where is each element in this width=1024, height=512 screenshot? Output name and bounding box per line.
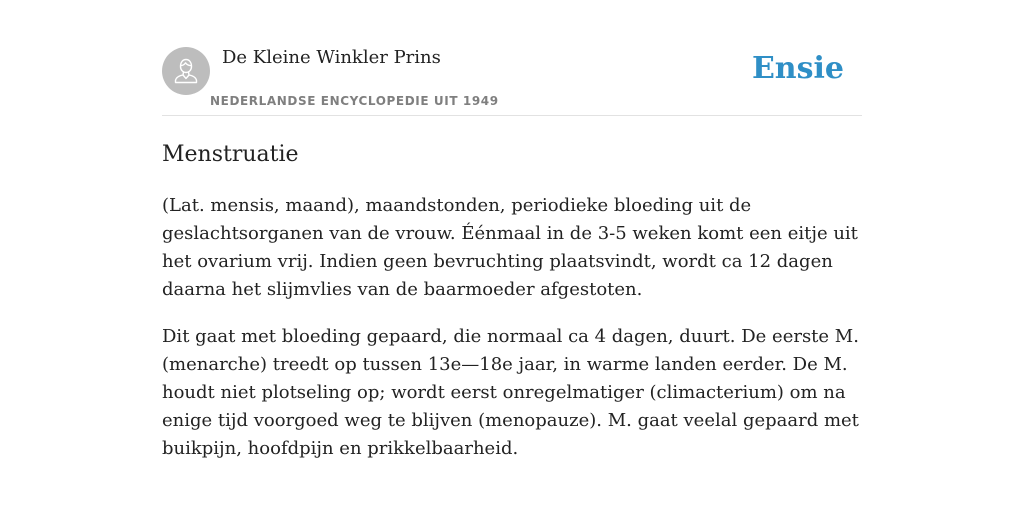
user-icon [171, 56, 201, 86]
paragraph: (Lat. mensis, maand), maandstonden, periodieke bloeding uit de geslachtsorganen van de vrouw. Éénmaal in de 3-5 weken komt een eitje uit het ovarium vrij. Indien geen bevruchting plaatsvindt, wordt ca 12 dagen daarna het slijmvlies van de baarmoeder afgestoten. [162, 195, 858, 300]
avatar[interactable] [162, 47, 210, 95]
page [162, 0, 862, 512]
paragraph: Dit gaat met bloeding gepaard, die normaal ca 4 dagen, duurt. De eerste M. (menarche) treedt op tussen 13e—18e jaar, in warme landen eerder. De M. houdt niet plotseling op; wordt eerst onregelmatiger (climacterium) om na enige tijd voorgoed weg te blijven (menopauze). M. gaat veelal gepaard met buikpijn, hoofdpijn en prikkelbaarheid. [162, 326, 859, 459]
source-subtitle: NEDERLANDSE ENCYCLOPEDIE UIT 1949 [210, 94, 499, 108]
ensie-logo-link[interactable]: Ensie [751, 51, 844, 86]
page-title: Menstruatie [162, 142, 299, 167]
header [162, 0, 862, 116]
author-name[interactable]: De Kleine Winkler Prins [222, 47, 441, 68]
article-content [162, 192, 862, 482]
